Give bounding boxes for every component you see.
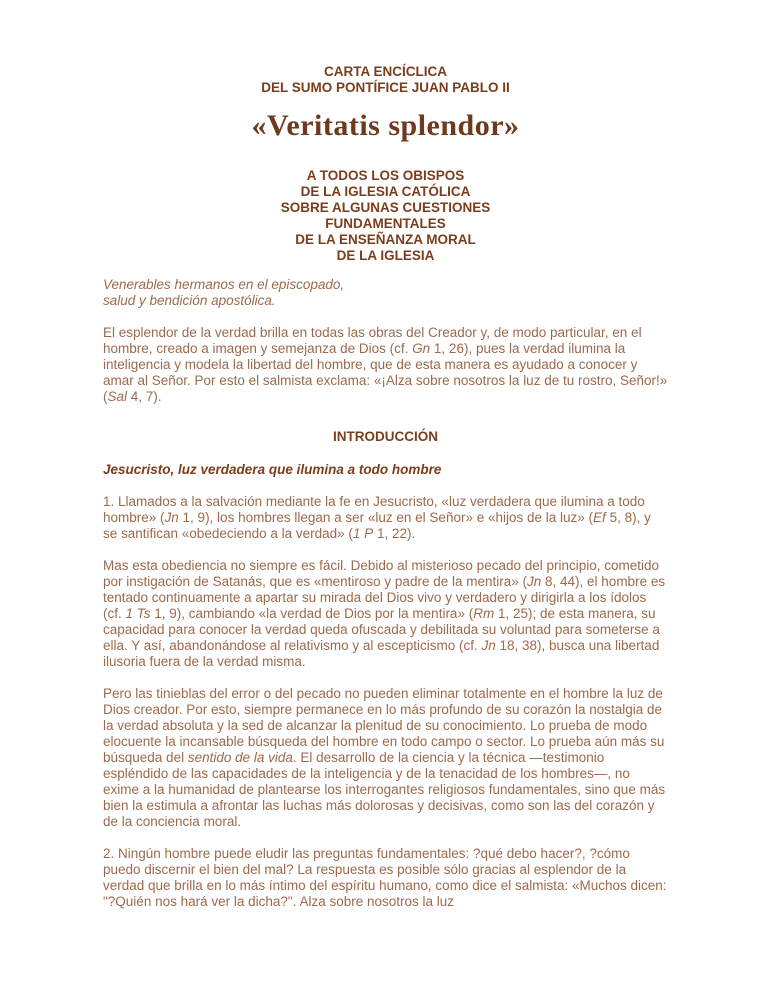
- section-heading-introduccion: INTRODUCCIÓN: [333, 429, 438, 444]
- dedication-block: [103, 168, 668, 264]
- document-header: [103, 64, 668, 264]
- paragraph-3: Pero las tinieblas del error o del pecado no pueden eliminar totalmente en el hombre la luz de Dios creador. Por esto, siempre permanece en lo más profundo de su corazón la nostalgia de la verdad absoluta y la sed de alcanzar la plenitud de su conocimiento. Lo prueba de modo elocuente la incansable búsqueda del hombre en todo campo o sector. Lo prueba aún más su búsqueda del sentido de la vida. El desarrollo de la ciencia y la técnica —testimonio espléndido de las capacidades de la inteligencia y de la tenacidad de los hombres—, no exime a la humanidad de plantearse los interrogantes religiosos fundamentales, sino que más bien la estimula a afrontar las luchas más dolorosas y decisivas, como son las del corazón y de la conciencia moral.: [103, 686, 666, 829]
- salutation-line-1: Venerables hermanos en el episcopado,: [103, 277, 345, 292]
- dedication-line-2: DE LA IGLESIA CATÓLICA: [300, 184, 471, 199]
- document-title: «Veritatis splendor»: [251, 109, 520, 142]
- salutation-line-2: salud y bendición apostólica.: [103, 293, 276, 308]
- paragraph-opening: El esplendor de la verdad brilla en todas las obras del Creador y, de modo particular, en el hombre, creado a imagen y semejanza de Dios (cf. Gn 1, 26), pues la verdad ilumina la inteligencia y modela la libertad del hombre, que de esta manera es ayudado a conocer y amar al Señor. Por esto el salmista exclama: «¡Alza sobre nosotros la luz de tu rostro, Señor!» (Sal 4, 7).: [103, 325, 668, 404]
- dedication-line-5: DE LA ENSEÑANZA MORAL: [295, 232, 476, 247]
- dedication-line-6: DE LA IGLESIA: [336, 248, 435, 263]
- document-kicker: [103, 64, 668, 96]
- dedication-line-1: A TODOS LOS OBISPOS: [306, 168, 465, 183]
- dedication-line-3: SOBRE ALGUNAS CUESTIONES: [280, 200, 491, 215]
- paragraph-2: Mas esta obediencia no siempre es fácil. Debido al misterioso pecado del principio, cometido por instigación de Satanás, que es «mentiroso y padre de la mentira» (Jn 8, 44), el hombre es tentado continuamente a apartar su mirada del Dios vivo y verdadero y dirigirla a los ídolos (cf. 1 Ts 1, 9), cambiando «la verdad de Dios por la mentira» (Rm 1, 25); de esta manera, su capacidad para conocer la verdad queda ofuscada y debilitada su voluntad para someterse a ella. Y así, abandonándose al relativismo y al escepticismo (cf. Jn 18, 38), busca una libertad ilusoria fuera de la verdad misma.: [103, 558, 666, 669]
- salutation-block: [103, 277, 668, 309]
- subsection-heading-jesucristo: Jesucristo, luz verdadera que ilumina a todo hombre: [103, 462, 442, 477]
- kicker-line-1: CARTA ENCÍCLICA: [324, 64, 447, 79]
- paragraph-1: 1. Llamados a la salvación mediante la fe en Jesucristo, «luz verdadera que ilumina a todo hombre» (Jn 1, 9), los hombres llegan a ser «luz en el Señor» e «hijos de la luz» (Ef 5, 8), y se santifican «obedeciendo a la verdad» (1 P 1, 22).: [103, 494, 651, 541]
- paragraph-4: 2. Ningún hombre puede eludir las preguntas fundamentales: ?qué debo hacer?, ?cómo puedo discernir el bien del mal? La respuesta es posible sólo gracias al esplendor de la verdad que brilla en lo más íntimo del espíritu humano, como dice el salmista: «Muchos dicen: "?Quién nos hará ver la dicha?". Alza sobre nosotros la luz: [103, 846, 667, 909]
- kicker-line-2: DEL SUMO PONTÍFICE JUAN PABLO II: [261, 80, 510, 95]
- dedication-line-4: FUNDAMENTALES: [325, 216, 446, 231]
